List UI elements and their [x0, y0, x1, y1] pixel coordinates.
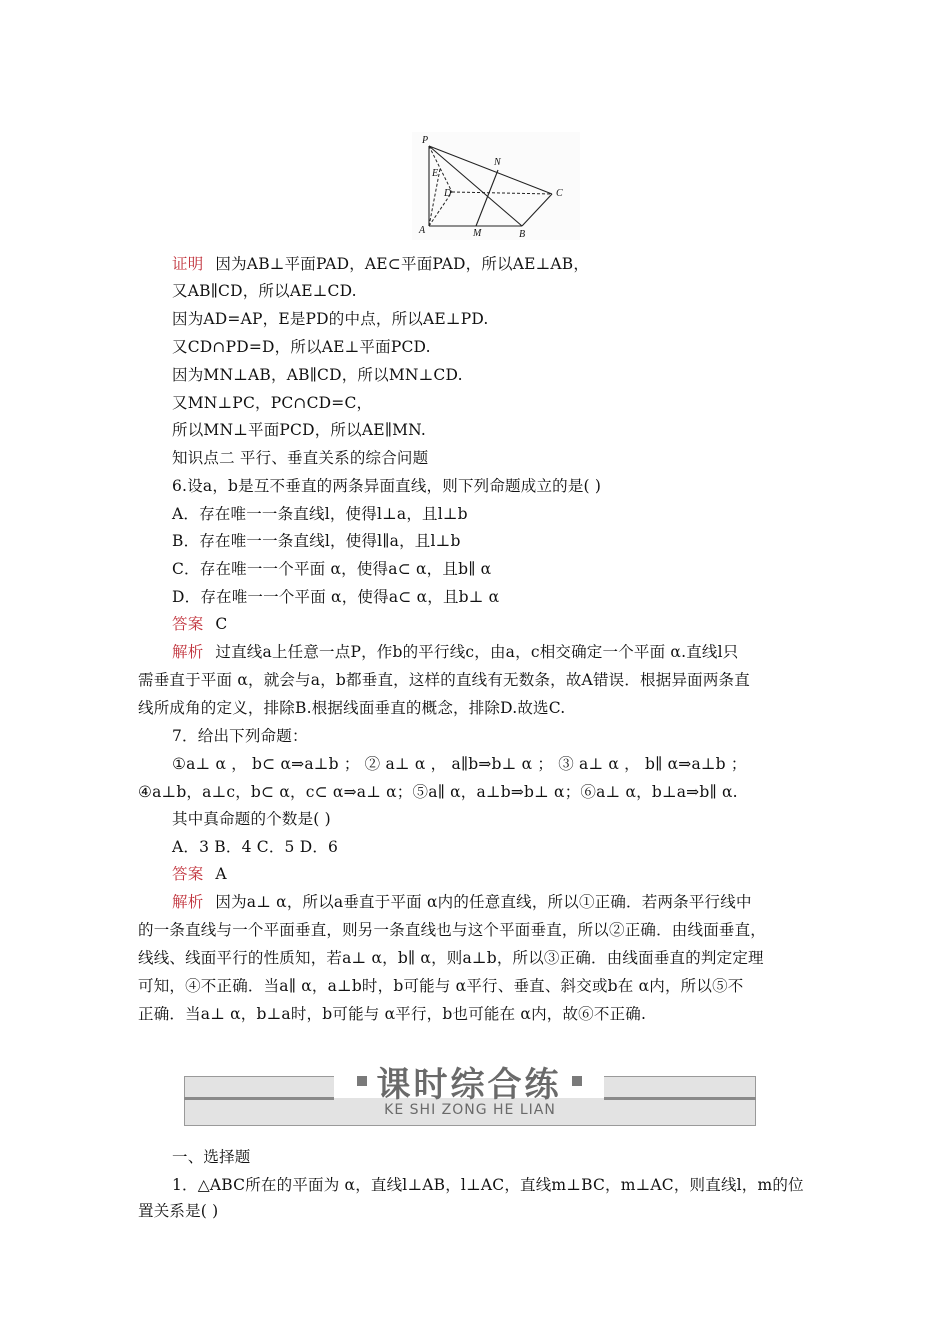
- label-B: B: [519, 229, 526, 240]
- proof-line-3: 因为AD=AP，E是PD的中点，所以AE⊥PD.: [172, 310, 489, 328]
- proof-line-2: 又AB∥CD，所以AE⊥CD.: [172, 282, 357, 300]
- q7-props-line-2: ④a⊥b，a⊥c，b⊂ α，c⊂ α⇒a⊥ α；⑤a∥ α，a⊥b⇒b⊥ α；⑥a⊥ α，b⊥a⇒b∥ α.: [138, 783, 738, 801]
- q6-option-b: B．存在唯一一条直线l，使得l∥a，且l⊥b: [172, 532, 461, 550]
- q7-analysis-line-4: 可知，④不正确．当a∥ α，a⊥b时，b可能与 α平行、垂直、斜交或b在 α内，所以⑤不: [138, 977, 744, 995]
- q7-question: 其中真命题的个数是( ): [172, 810, 331, 828]
- banner-subtitle: KE SHI ZONG HE LIAN: [384, 1102, 556, 1118]
- pyramid-figure: [412, 132, 580, 240]
- q6-analysis-line-2: 需垂直于平面 α，就会与a，b都垂直，这样的直线有无数条，故A错误．根据异面两条直: [138, 671, 750, 689]
- q6-analysis-text-1: 过直线a上任意一点P，作b的平行线c，由a，c相交确定一个平面 α.直线l只: [215, 643, 739, 661]
- q7-props-line-1: ①a⊥ α ， b⊂ α⇒a⊥b ； ② a⊥ α ， a∥b⇒b⊥ α ； ③ a⊥ α ， b∥ α⇒a⊥b ；: [172, 755, 747, 773]
- q6-answer-value: C: [215, 615, 228, 633]
- q6-answer-label: 答案: [172, 615, 204, 633]
- proof-line-6: 又MN⊥PC，PC∩CD=C，: [172, 394, 373, 412]
- exercises-heading: 一、选择题: [172, 1148, 251, 1166]
- q6-option-d: D．存在唯一一个平面 α，使得a⊂ α，且b⊥ α: [172, 588, 500, 606]
- square-bullet-icon: [572, 1076, 582, 1086]
- label-C: C: [556, 188, 563, 199]
- label-A: A: [419, 225, 426, 236]
- q6-stem: 6.设a，b是互不垂直的两条异面直线，则下列命题成立的是( ): [172, 477, 602, 495]
- section-heading: 知识点二 平行、垂直关系的综合问题: [172, 449, 429, 467]
- q7-options: A．3 B．4 C．5 D．6: [172, 838, 339, 856]
- q7-analysis-text-1: 因为a⊥ α，所以a垂直于平面 α内的任意直线，所以①正确．若两条平行线中: [215, 893, 752, 911]
- banner-rule-left: [184, 1097, 334, 1100]
- banner-title: 课时综合练: [376, 1064, 562, 1105]
- q7-answer: [172, 864, 822, 884]
- proof-line-4: 又CD∩PD=D，所以AE⊥平面PCD.: [172, 338, 431, 356]
- q7-answer-value: A: [215, 865, 227, 883]
- proof-text-1: 因为AB⊥平面PAD，AE⊂平面PAD，所以AE⊥AB，: [215, 255, 590, 273]
- q7-analysis-line-3: 线线、线面平行的性质知，若a⊥ α，b∥ α，则a⊥b，所以③正确．由线面垂直的判定定理: [138, 949, 764, 967]
- q6-analysis-label: 解析: [172, 643, 204, 661]
- banner-rule-right: [604, 1097, 756, 1100]
- q6-option-c: C．存在唯一一个平面 α，使得a⊂ α，且b∥ α: [172, 560, 492, 578]
- q6-analysis-line-1: [172, 642, 822, 662]
- q6-analysis-line-3: 线所成角的定义，排除B.根据线面垂直的概念，排除D.故选C.: [138, 699, 566, 717]
- q7-stem: 7．给出下列命题：: [172, 727, 308, 745]
- q7-analysis-line-1: [172, 892, 822, 912]
- banner-title-wrap: [334, 1064, 604, 1105]
- label-N: N: [494, 157, 501, 168]
- label-M: M: [473, 228, 482, 239]
- proof-line-5: 因为MN⊥AB，AB∥CD，所以MN⊥CD.: [172, 366, 463, 384]
- q7-analysis-line-2: 的一条直线与一个平面垂直，则另一条直线也与这个平面垂直，所以②正确．由线面垂直，: [138, 921, 767, 939]
- q7-analysis-line-5: 正确．当a⊥ α，b⊥a时，b可能与 α平行，b也可能在 α内，故⑥不正确.: [138, 1005, 647, 1023]
- proof-line-1: [172, 254, 822, 274]
- proof-label: 证明: [172, 255, 204, 273]
- label-P: P: [422, 135, 429, 146]
- lesson-banner: [184, 1064, 756, 1126]
- proof-line-7: 所以MN⊥平面PCD，所以AE∥MN.: [172, 421, 427, 439]
- square-bullet-icon: [357, 1076, 367, 1086]
- q6-option-a: A．存在唯一一条直线l，使得l⊥a，且l⊥b: [172, 505, 468, 523]
- q7-analysis-label: 解析: [172, 893, 204, 911]
- q7-answer-label: 答案: [172, 865, 204, 883]
- q6-answer: [172, 614, 822, 634]
- label-D: D: [444, 188, 452, 199]
- exercise-q1-line-2: 置关系是( ): [138, 1202, 219, 1220]
- label-E: E: [432, 168, 439, 179]
- exercise-q1-line-1: 1．△ABC所在的平面为 α，直线l⊥AB，l⊥AC，直线m⊥BC，m⊥AC，则直线l，m的位: [172, 1176, 804, 1194]
